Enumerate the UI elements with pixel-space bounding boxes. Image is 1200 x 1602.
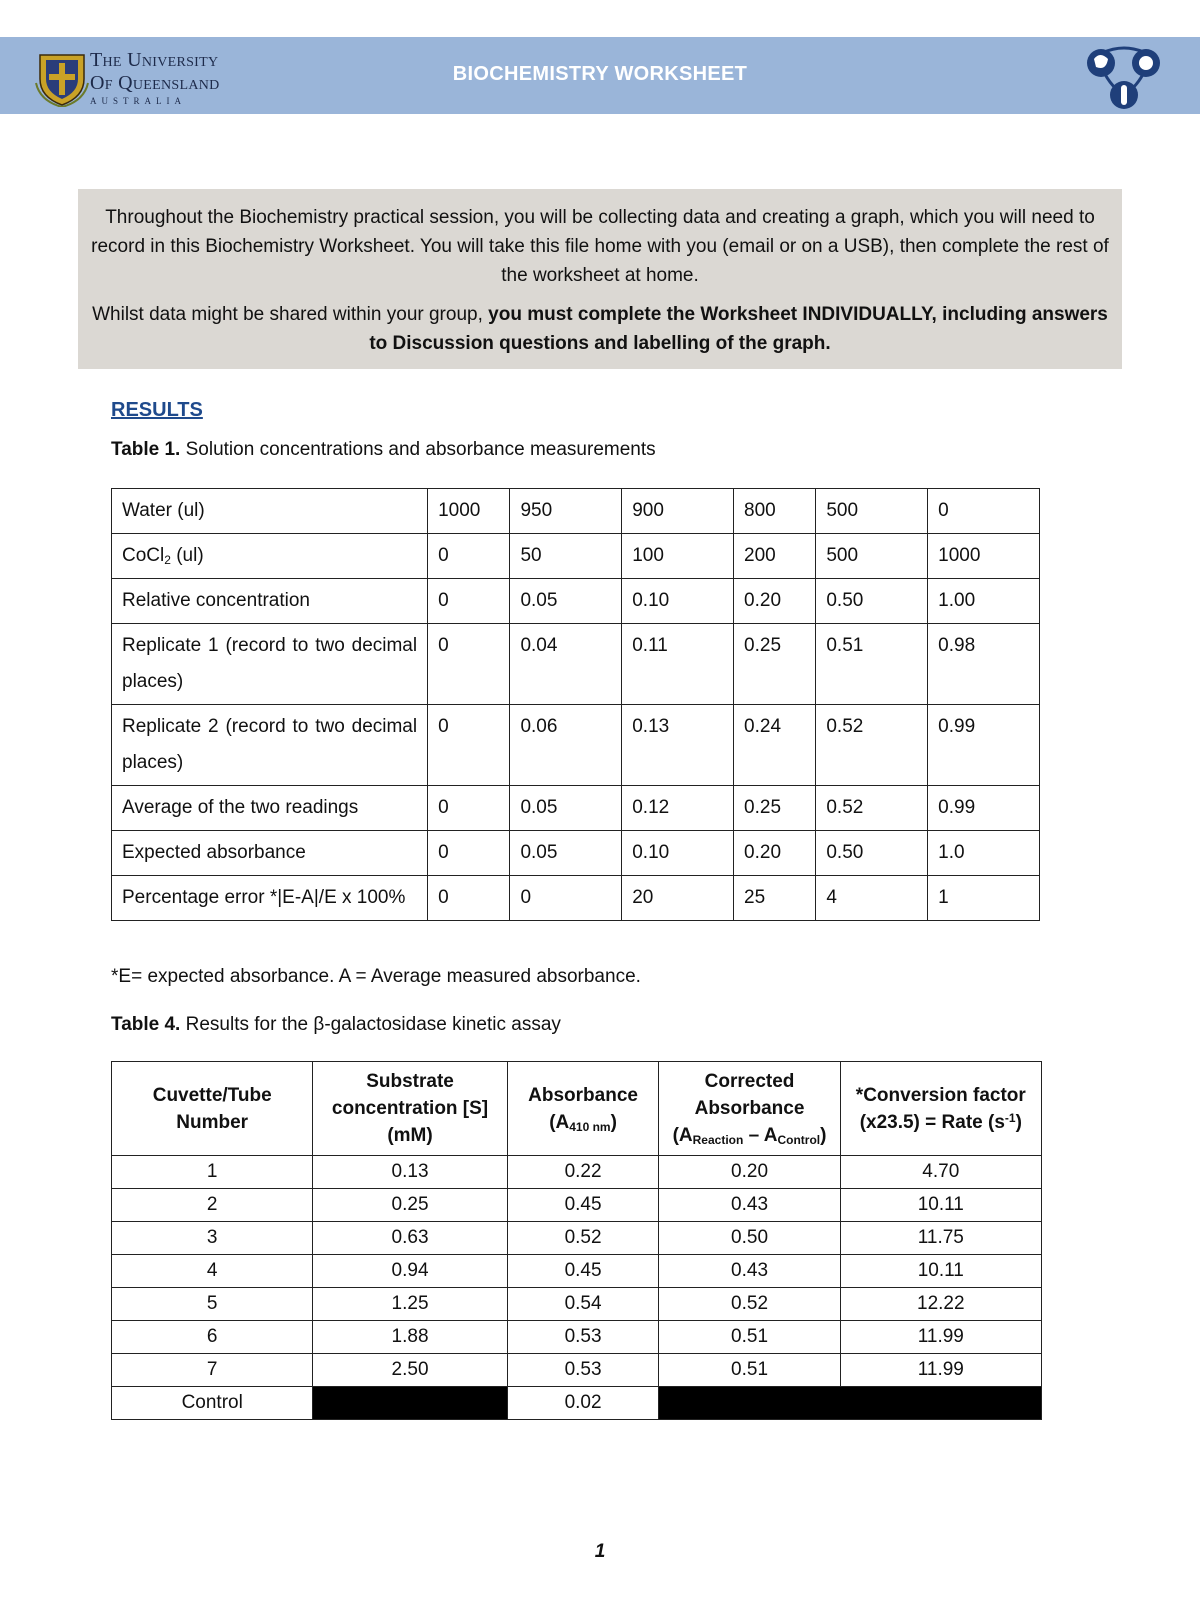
table-cell: 0.20 [734, 579, 816, 624]
table-row [112, 1321, 1042, 1354]
control-row [112, 1387, 1042, 1420]
row-label: Expected absorbance [112, 831, 428, 876]
page-number: 1 [594, 1541, 606, 1562]
table-cell: 500 [816, 489, 928, 534]
table-cell: 0.52 [507, 1222, 659, 1255]
header-corrected-mid: – A [743, 1125, 778, 1146]
table-cell: 0.13 [313, 1156, 507, 1189]
table-cell: 0.25 [734, 624, 816, 705]
table-cell: 0.52 [816, 786, 928, 831]
header-substrate-concentration: Substrate concentration [S] (mM) [313, 1062, 507, 1156]
table-row [112, 1255, 1042, 1288]
header-conversion-factor [840, 1062, 1041, 1156]
header-corrected-sub-reaction: Reaction [692, 1133, 744, 1147]
table-cell: 1000 [428, 489, 510, 534]
table-row [112, 786, 1040, 831]
table-cell: 4.70 [840, 1156, 1041, 1189]
table-cell: 100 [622, 534, 734, 579]
table1-caption-text: Solution concentrations and absorbance measurements [180, 439, 656, 460]
table-cell: 0 [428, 786, 510, 831]
table-cell: 0.63 [313, 1222, 507, 1255]
table-row [112, 1222, 1042, 1255]
table-cell: 0.51 [659, 1354, 840, 1387]
table-cell: 1 [112, 1156, 313, 1189]
header-absorbance-pre: Absorbance (A [528, 1084, 638, 1133]
kinetic-assay-table [111, 1061, 1042, 1420]
table-cell: 11.99 [840, 1321, 1041, 1354]
table-cell: 0 [928, 489, 1040, 534]
blacked-out-cell [659, 1387, 1042, 1420]
table-cell: 0.20 [734, 831, 816, 876]
table-cell: 4 [112, 1255, 313, 1288]
table-cell: 10.11 [840, 1189, 1041, 1222]
row-label: Average of the two readings [112, 786, 428, 831]
table-cell: 900 [622, 489, 734, 534]
table-cell: 0.22 [507, 1156, 659, 1189]
table-cell: 0.54 [507, 1288, 659, 1321]
table-cell: 0.43 [659, 1255, 840, 1288]
table-row [112, 534, 1040, 579]
table-row [112, 876, 1040, 921]
table-cell: 0.20 [659, 1156, 840, 1189]
table-cell: 1000 [928, 534, 1040, 579]
table-cell: 0 [428, 624, 510, 705]
header-corrected-close: ) [820, 1125, 827, 1146]
blacked-out-cell [313, 1387, 507, 1420]
table-cell: 0.11 [622, 624, 734, 705]
table-cell: 1.00 [928, 579, 1040, 624]
row-label: Replicate 1 (record to two decimal places) [112, 624, 428, 705]
table-cell: 0 [428, 831, 510, 876]
table-row [112, 705, 1040, 786]
table4-caption-label: Table 4. [111, 1014, 181, 1035]
table-cell: 11.75 [840, 1222, 1041, 1255]
table-cell: 800 [734, 489, 816, 534]
table-cell: 950 [510, 489, 622, 534]
table-cell: 0.13 [622, 705, 734, 786]
table-cell: 0.51 [659, 1321, 840, 1354]
table1-caption [111, 439, 656, 461]
cocl2-label-post: (ul) [170, 545, 204, 566]
instructions-normal-text: Whilst data might be shared within your group, [92, 304, 489, 325]
table-cell: 1 [928, 876, 1040, 921]
header-cuvette-number: Cuvette/Tube Number [112, 1062, 313, 1156]
table-row [112, 1156, 1042, 1189]
table-cell: 0 [428, 534, 510, 579]
row-label: Percentage error *|E-A|/E x 100% [112, 876, 428, 921]
table-cell: 0.04 [510, 624, 622, 705]
table-cell: 0.99 [928, 705, 1040, 786]
table-cell: 0.98 [928, 624, 1040, 705]
table-cell: 0.53 [507, 1354, 659, 1387]
table-cell: 0.99 [928, 786, 1040, 831]
table4-header-row [112, 1062, 1042, 1156]
header-conversion-post: ) [1015, 1111, 1022, 1133]
table-cell: 0.53 [507, 1321, 659, 1354]
molecule-icon [1086, 45, 1176, 111]
instructions-paragraph-2 [90, 300, 1110, 358]
table-cell: 10.11 [840, 1255, 1041, 1288]
table1-caption-label: Table 1. [111, 439, 181, 460]
row-label: Replicate 2 (record to two decimal places) [112, 705, 428, 786]
table-cell: 0.52 [816, 705, 928, 786]
row-label: Relative concentration [112, 579, 428, 624]
table-cell: 0 [428, 876, 510, 921]
row-label: Water (ul) [112, 489, 428, 534]
table-row [112, 579, 1040, 624]
table-cell: 4 [816, 876, 928, 921]
instructions-box [78, 189, 1122, 369]
table-cell: 50 [510, 534, 622, 579]
table-cell: 0 [510, 876, 622, 921]
results-heading: RESULTS [111, 399, 203, 421]
table-cell: 11.99 [840, 1354, 1041, 1387]
table-row [112, 624, 1040, 705]
table-cell: 2 [112, 1189, 313, 1222]
table-cell: 0.25 [734, 786, 816, 831]
table-cell: 0.10 [622, 831, 734, 876]
cocl2-label-sub: 2 [164, 553, 171, 567]
table-cell: 0.10 [622, 579, 734, 624]
instructions-bold-text: you must complete the Worksheet INDIVIDUALLY, including answers to Discussion questions and labelling of the graph. [369, 304, 1108, 354]
table-cell: 25 [734, 876, 816, 921]
table-cell: 7 [112, 1354, 313, 1387]
table-row [112, 1288, 1042, 1321]
table-cell: 0.50 [816, 579, 928, 624]
table1-footnote: *E= expected absorbance. A = Average measured absorbance. [111, 966, 641, 987]
table-cell: 0.94 [313, 1255, 507, 1288]
header-absorbance [507, 1062, 659, 1156]
table-cell: 0 [428, 705, 510, 786]
header-corrected-sub-control: Control [777, 1133, 821, 1147]
university-line-2: Of Queensland [90, 72, 220, 94]
concentration-table [111, 488, 1040, 921]
table-cell: 0.05 [510, 831, 622, 876]
table-cell: 200 [734, 534, 816, 579]
header-absorbance-post: ) [610, 1111, 617, 1133]
table-cell: 1.0 [928, 831, 1040, 876]
table-cell: 0.25 [313, 1189, 507, 1222]
table-cell: 500 [816, 534, 928, 579]
table-cell: 6 [112, 1321, 313, 1354]
university-line-3: AUSTRALIA [90, 96, 186, 106]
table-cell: 0.50 [659, 1222, 840, 1255]
header-bar [0, 37, 1200, 114]
university-line-1: The University [90, 49, 219, 71]
table-cell: 0.12 [622, 786, 734, 831]
table-cell: 0 [428, 579, 510, 624]
table4-caption-text: Results for the β-galactosidase kinetic assay [180, 1014, 561, 1035]
control-label: Control [112, 1387, 313, 1420]
table-cell: 0.52 [659, 1288, 840, 1321]
table4-caption [111, 1014, 561, 1036]
table-row [112, 831, 1040, 876]
table-cell: 0.43 [659, 1189, 840, 1222]
worksheet-title: BIOCHEMISTRY WORKSHEET [452, 63, 748, 85]
table-row [112, 489, 1040, 534]
control-absorbance: 0.02 [507, 1387, 659, 1420]
table-cell: 0.05 [510, 786, 622, 831]
table-row [112, 1354, 1042, 1387]
table-cell: 3 [112, 1222, 313, 1255]
header-conversion-pre: *Conversion factor (x23.5) = Rate (s [855, 1084, 1026, 1133]
table-cell: 0.06 [510, 705, 622, 786]
table-cell: 0.51 [816, 624, 928, 705]
table-cell: 0.24 [734, 705, 816, 786]
table-cell: 1.88 [313, 1321, 507, 1354]
table-row [112, 1189, 1042, 1222]
table-cell: 0.45 [507, 1255, 659, 1288]
table-cell: 12.22 [840, 1288, 1041, 1321]
table-cell: 0.50 [816, 831, 928, 876]
instructions-paragraph-1: Throughout the Biochemistry practical session, you will be collecting data and creating a graph, which you will need to record in this Biochemistry Worksheet. You will take this file home with you (email or on a USB), then complete the rest of the worksheet at home. [91, 207, 1109, 286]
table-cell: 20 [622, 876, 734, 921]
header-corrected-open: (A [672, 1125, 693, 1146]
table-cell: 2.50 [313, 1354, 507, 1387]
header-conversion-sup: -1 [1004, 1110, 1016, 1125]
row-label [112, 534, 428, 579]
table-cell: 0.45 [507, 1189, 659, 1222]
header-absorbance-sub: 410 nm [569, 1119, 611, 1134]
header-corrected-line1: Corrected Absorbance [694, 1071, 805, 1119]
table-cell: 5 [112, 1288, 313, 1321]
table-cell: 1.25 [313, 1288, 507, 1321]
header-corrected-absorbance [659, 1062, 840, 1156]
table-cell: 0.05 [510, 579, 622, 624]
cocl2-label-pre: CoCl [122, 545, 165, 566]
